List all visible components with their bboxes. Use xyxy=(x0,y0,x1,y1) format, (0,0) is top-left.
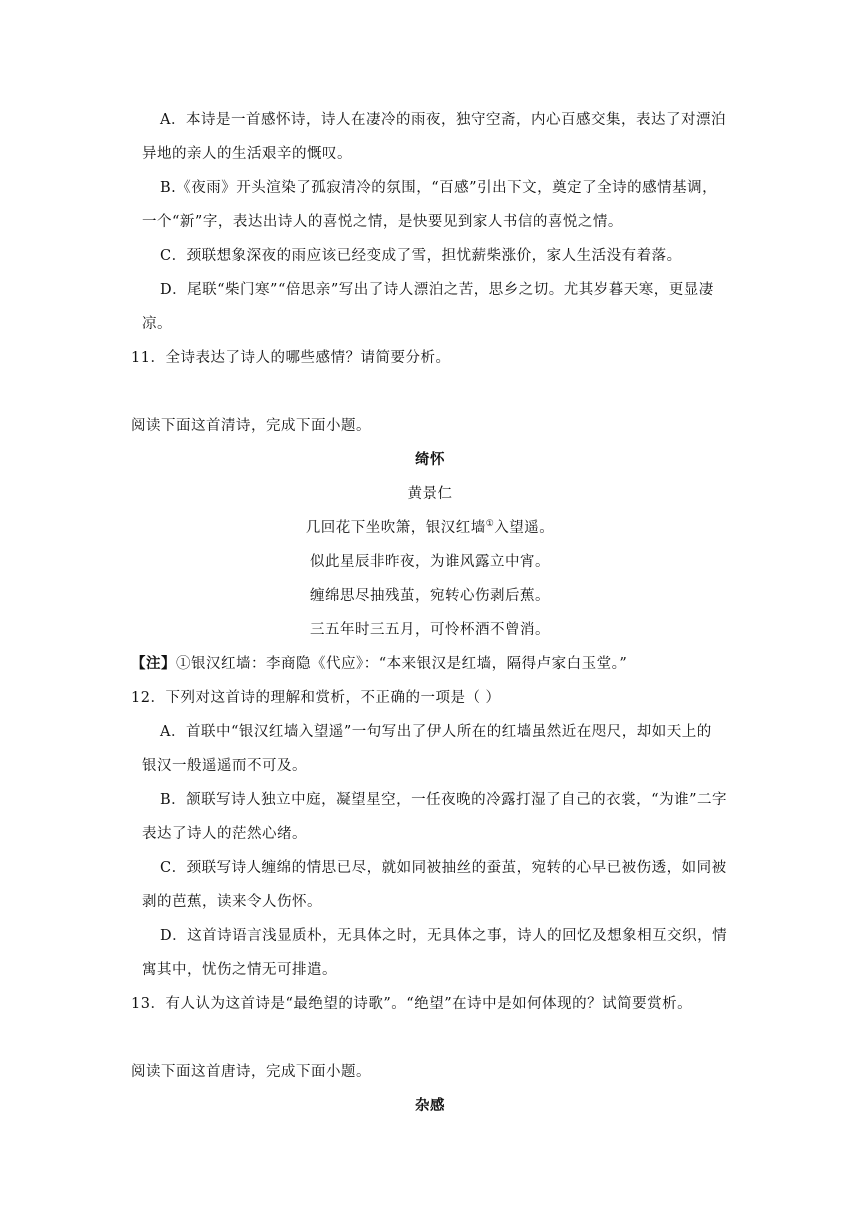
option-d-line-1: D．尾联“柴门寒”“倍思亲”写出了诗人漂泊之苦，思乡之切。尤其岁暮天寒，更显凄 xyxy=(160,282,714,298)
note-label: 【注】 xyxy=(131,655,176,672)
note-text: ①银汉红墙：李商隐《代应》：“本来银汉是红墙，隔得卢家白玉堂。” xyxy=(176,656,628,672)
footnote-marker: ① xyxy=(485,519,495,530)
option-a-line-2: 异地的亲人的生活艰辛的慨叹。 xyxy=(142,146,352,162)
option-d-line-2: 凉。 xyxy=(142,316,172,332)
option-b-line-2: 一个“新”字，表达出诗人的喜悦之情，是快要见到家人书信的喜悦之情。 xyxy=(142,214,623,230)
q12-option-b-line-2: 表达了诗人的茫然心绪。 xyxy=(142,826,307,842)
question-13: 13．有人认为这首诗是“最绝望的诗歌”。“绝望”在诗中是如何体现的？试简要赏析。 xyxy=(131,996,693,1012)
poem-line-4: 三五年时三五月，可怜杯酒不曾消。 xyxy=(310,622,550,638)
poem-title: 绮怀 xyxy=(415,451,445,468)
poem-author: 黄景仁 xyxy=(407,486,453,502)
poem-line-1 xyxy=(0,518,860,538)
option-a-line-1: A．本诗是一首感怀诗，诗人在凄冷的雨夜，独守空斋，内心百感交集，表达了对漂泊 xyxy=(160,112,726,128)
poem-title-2: 杂感 xyxy=(415,1097,445,1114)
q12-option-b-line-1: B．颔联写诗人独立中庭，凝望星空，一任夜晚的冷露打湿了自己的衣裳，“为谁”二字 xyxy=(160,792,727,808)
section-intro: 阅读下面这首清诗，完成下面小题。 xyxy=(131,418,371,434)
q12-option-a-line-2: 银汉一般遥遥而不可及。 xyxy=(142,758,307,774)
poem-line-2: 似此星辰非昨夜，为谁风露立中宵。 xyxy=(310,554,550,570)
option-c-line-1: C．颈联想象深夜的雨应该已经变成了雪，担忧薪柴涨价，家人生活没有着落。 xyxy=(160,248,682,264)
q12-option-c-line-2: 剥的芭蕉，读来令人伤怀。 xyxy=(142,894,322,910)
q12-option-d-line-1: D．这首诗语言浅显质朴，无具体之时，无具体之事，诗人的回忆及想象相互交织，情 xyxy=(160,928,728,944)
q12-option-d-line-2: 寓其中，忧伤之情无可排遣。 xyxy=(142,962,337,978)
question-11: 11．全诗表达了诗人的哪些感情？请简要分析。 xyxy=(131,350,451,366)
option-b-line-1: B.《夜雨》开头渲染了孤寂清冷的氛围，“百感”引出下文，奠定了全诗的感情基调， xyxy=(160,180,718,196)
poem-line-1-part-b: 入望遥。 xyxy=(494,520,555,536)
q12-option-c-line-1: C．颈联写诗人缠绵的情思已尽，就如同被抽丝的蚕茧，宛转的心早已被伤透，如同被 xyxy=(160,860,727,876)
poem-note xyxy=(131,654,627,674)
poem-line-1-part-a: 几回花下坐吹箫，银汉红墙 xyxy=(305,520,486,536)
question-12: 12．下列对这首诗的理解和赏析，不正确的一项是（ ） xyxy=(131,690,501,706)
poem-line-3: 缠绵思尽抽残茧，宛转心伤剥后蕉。 xyxy=(310,588,550,604)
section-intro-2: 阅读下面这首唐诗，完成下面小题。 xyxy=(131,1064,371,1080)
q12-option-a-line-1: A．首联中“银汉红墙入望遥”一句写出了伊人所在的红墙虽然近在咫尺，却如天上的 xyxy=(160,724,712,740)
